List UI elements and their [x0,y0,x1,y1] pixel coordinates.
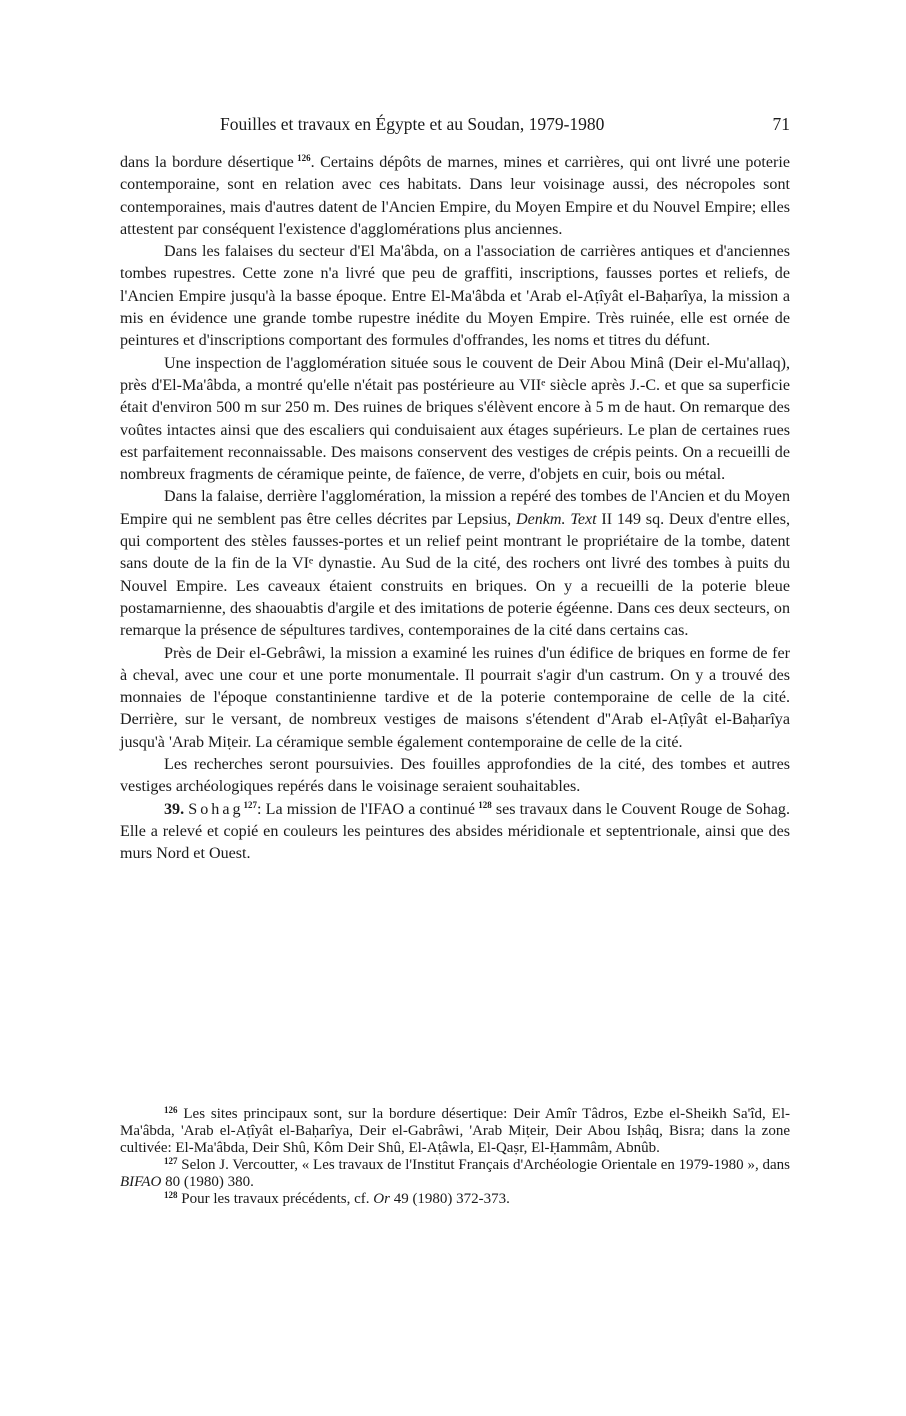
footnote-127-continuation: 80 (1980) 380. [161,1173,254,1190]
footnote-128-continuation: 49 (1980) 372-373. [389,1190,510,1207]
footnote-126 [120,1106,790,1157]
paragraph-4-text: Dans la falaise, derrière l'agglomération, la mission a repéré des tombes de l'Ancien et du Moyen Empire qui ne semblent pas être celles décrites par Lepsius, [120,488,790,528]
century-numeral: VIIᵉ [518,376,546,394]
footnote-ref-127[interactable]: 127 [243,799,258,810]
footnote-128 [120,1191,790,1208]
footnote-127 [120,1157,790,1191]
footnotes [120,1106,790,1207]
paragraph-4-continuation: II 149 sq. Deux d'entre elles, qui comportent des stèles fausses-portes et un relief peint montrant le propriétaire de la tombe, datent sans doute de la fin de la VIᵉ dynastie. Au Sud de la cité, des rochers ont livré des tombes à puits du Nouvel Empire. Les caveaux étaient construits en briques. On y a recueilli de la poterie bleue postamarnienne, des shaouabtis d'argile et des imitations de poterie égéenne. Dans ces deux secteurs, on remarque la présence de sépultures tardives, contemporaines de la cité dans certains cas. [120,510,790,640]
paragraph-3 [120,353,790,487]
paragraph-3-text: Une inspection de l'agglomération située sous le couvent de Deir Abou Minâ (Deir el-Mu'allaq), près d'El-Ma'âbda, a montré qu'elle n'était pas postérieure au [120,354,790,394]
journal-bifao: BIFAO [120,1173,162,1190]
paragraph-7-continuation: ses travaux dans le Couvent Rouge de Sohag. Elle a relevé et copié en couleurs les peintures des absides méridionale et septentrionale, ainsi que des murs Nord et Ouest. [120,800,790,863]
footnote-ref-126[interactable]: 126 [297,153,311,163]
paragraph-2: Dans les falaises du secteur d'El Ma'âbda, on a l'association de carrières antiques et d'anciennes tombes rupestres. Cette zone n'a livré que peu de graffiti, inscriptions, fausses portes et reliefs, de l'Ancien Empire jusqu'à la basse époque. Entre El-Ma'âbda et 'Arab el-Aṭîyât el-Baḥarîya, la mission a mis en évidence une grande tombe rupestre inédite du Moyen Empire. Très ruinée, elle est ornée de peintures et d'inscriptions comportant des formules d'offrandes, les noms et titres du défunt. [120,243,790,350]
paragraph-3-continuation: siècle après J.-C. et que sa superficie était d'environ 500 m sur 250 m. Des ruines de briques s'élèvent encore à 5 m de haut. On remarque des voûtes intactes ainsi que des escaliers qui conduisaient aux étages supérieurs. Le plan de certaines rues est parfaitement reconnaissable. Des maisons conservent des vestiges de crépis peints. On a recueilli de nombreux fragments de céramique peinte, de faïence, de verre, d'objets en cuir, bois ou métal. [120,376,791,484]
section-place: Sohag [188,800,244,818]
footnote-126-text: Les sites principaux sont, sur la bordure désertique: Deir Amîr Tâdros, Ezbe el-Sheikh Sa'îd, El-Ma'âbda, 'Arab el-Aṭîyât el-Baḥarîya, Deir el-Gabrâwi, 'Arab Miṭeir, Deir Abou Isḥâq, Bisra; dans la zone cultivée: El-Ma'âbda, Deir Shû, Kôm Deir Shû, El-Aṭâwla, El-Qaṣr, El-Ḥammâm, Abnûb. [120,1106,790,1156]
running-header [120,114,790,140]
citation-denkm: Denkm. Text [515,510,597,528]
footnote-mark-128: 128 [164,1189,178,1200]
journal-or: Or [373,1190,390,1207]
footnote-128-text: Pour les travaux précédents, cf. [177,1190,374,1207]
footnote-127-text: Selon J. Vercoutter, « Les travaux de l'Institut Français d'Archéologie Orientale en 1979-1980 », dans [177,1156,790,1173]
running-title: Fouilles et travaux en Égypte et au Soudan, 1979-1980 [220,114,605,134]
paragraph-1-continuation: . Certains dépôts de marnes, mines et carrières, qui ont livré une poterie contemporaine, sont en relation avec ces habitats. Dans leur voisinage aussi, des nécropoles sont contemporaines, mais d'autres datent de l'Ancien Empire, du Moyen Empire et du Nouvel Empire; elles attestent par conséquent l'existence d'agglomérations plus anciennes. [120,154,791,238]
paragraph-1 [120,152,790,241]
paragraph-4 [120,486,790,642]
footnote-mark-127: 127 [164,1155,178,1166]
footnote-mark-126: 126 [164,1105,178,1115]
paragraph-7-text: : La mission de l'IFAO a continué [257,800,475,818]
paragraph-5: Près de Deir el-Gebrâwi, la mission a examiné les ruines d'un édifice de briques en forme de fer à cheval, avec une cour et une porte monumentale. Il pourrait s'agir d'un castrum. On y a trouvé des monnaies de l'époque constantinienne tardive et de la poterie contemporaine de celle de la cité. Derrière, sur le versant, de nombreux vestiges de maisons s'étendent d''Arab el-Aṭîyât el-Baḥarîya jusqu'à 'Arab Miṭeir. La céramique semble également contemporaine de celle de la cité. [120,644,790,751]
main-text [120,152,790,866]
footnote-ref-128[interactable]: 128 [478,799,492,810]
section-number: 39. [164,800,185,818]
paragraph-1-text: dans la bordure désertique [120,154,294,171]
page-number: 71 [772,114,790,134]
paragraph-7 [120,799,790,866]
paragraph-6: Les recherches seront poursuivies. Des fouilles approfondies de la cité, des tombes et autres vestiges archéologiques repérés dans le voisinage seraient souhaitables. [120,756,790,796]
